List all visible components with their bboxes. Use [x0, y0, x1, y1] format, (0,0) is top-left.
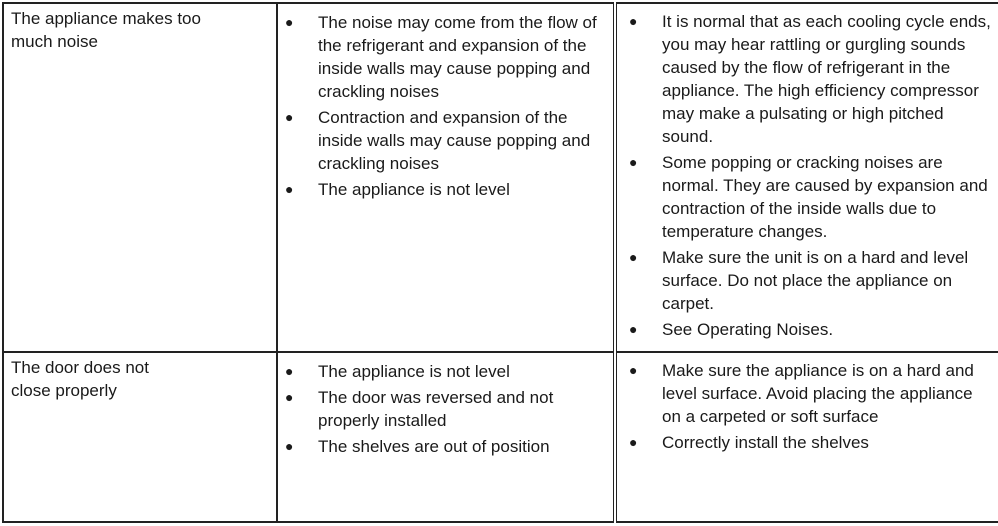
cause-list — [278, 4, 613, 201]
solution-text: Some popping or cracking noises are normal. They are caused by expansion and contraction of the inside walls due to temperature changes. — [662, 153, 988, 241]
troubleshooting-table — [2, 2, 998, 523]
cause-text: Contraction and expansion of the inside walls may cause popping and crackling noises — [318, 108, 591, 173]
problem-line: The door does not — [11, 358, 149, 378]
list-item — [629, 318, 994, 341]
bullet-icon: ● — [629, 362, 638, 379]
solution-cell — [615, 3, 998, 352]
list-item — [285, 435, 607, 458]
cause-text: The appliance is not level — [318, 180, 510, 199]
list-item — [285, 178, 607, 201]
list-item — [629, 10, 994, 148]
cause-cell — [277, 3, 615, 352]
bullet-icon: ● — [629, 434, 638, 451]
bullet-icon: ● — [285, 438, 294, 455]
list-item — [285, 106, 607, 175]
cause-text: The door was reversed and not properly installed — [318, 388, 554, 431]
table-row — [3, 3, 998, 352]
bullet-icon: ● — [629, 13, 638, 29]
cause-text: The appliance is not level — [318, 362, 510, 382]
table-row — [3, 352, 998, 522]
problem-line: close properly — [11, 381, 117, 401]
solution-text: Correctly install the shelves — [662, 433, 869, 453]
solution-list — [617, 353, 998, 454]
bullet-icon: ● — [285, 363, 294, 380]
solution-text: It is normal that as each cooling cycle ends, you may hear rattling or gurgling sounds caused by the flow of refrigerant in the appliance. The high efficiency compressor may make a pulsating or high pitched sound. — [662, 12, 991, 146]
solution-text: Make sure the unit is on a hard and level surface. Do not place the appliance on carpet. — [662, 248, 969, 313]
problem-text — [4, 353, 276, 402]
list-item — [285, 11, 607, 103]
solution-list — [617, 4, 998, 341]
bullet-icon: ● — [285, 14, 294, 30]
cause-text: The noise may come from the flow of the refrigerant and expansion of the inside walls may cause popping and crackling noises — [318, 13, 597, 101]
cause-text: The shelves are out of position — [318, 437, 550, 457]
list-item — [285, 386, 607, 432]
solution-cell — [615, 352, 998, 522]
cause-cell — [277, 352, 615, 522]
solution-text: See Operating Noises. — [662, 320, 834, 339]
cause-list — [278, 353, 613, 458]
bullet-icon: ● — [629, 249, 638, 265]
list-item — [629, 151, 994, 243]
problem-line: The appliance makes too — [11, 9, 201, 28]
list-item — [629, 431, 994, 454]
problem-line: much noise — [11, 32, 98, 51]
bullet-icon: ● — [285, 181, 294, 197]
solution-text: Make sure the appliance is on a hard and level surface. Avoid placing the appliance on a carpeted or soft surface — [662, 361, 974, 427]
bullet-icon: ● — [285, 389, 294, 406]
list-item — [629, 359, 994, 428]
bullet-icon: ● — [629, 321, 638, 337]
problem-text — [4, 4, 276, 53]
list-item — [285, 360, 607, 383]
bullet-icon: ● — [629, 154, 638, 170]
list-item — [629, 246, 994, 315]
problem-cell — [3, 3, 277, 352]
problem-cell — [3, 352, 277, 522]
bullet-icon: ● — [285, 109, 294, 125]
